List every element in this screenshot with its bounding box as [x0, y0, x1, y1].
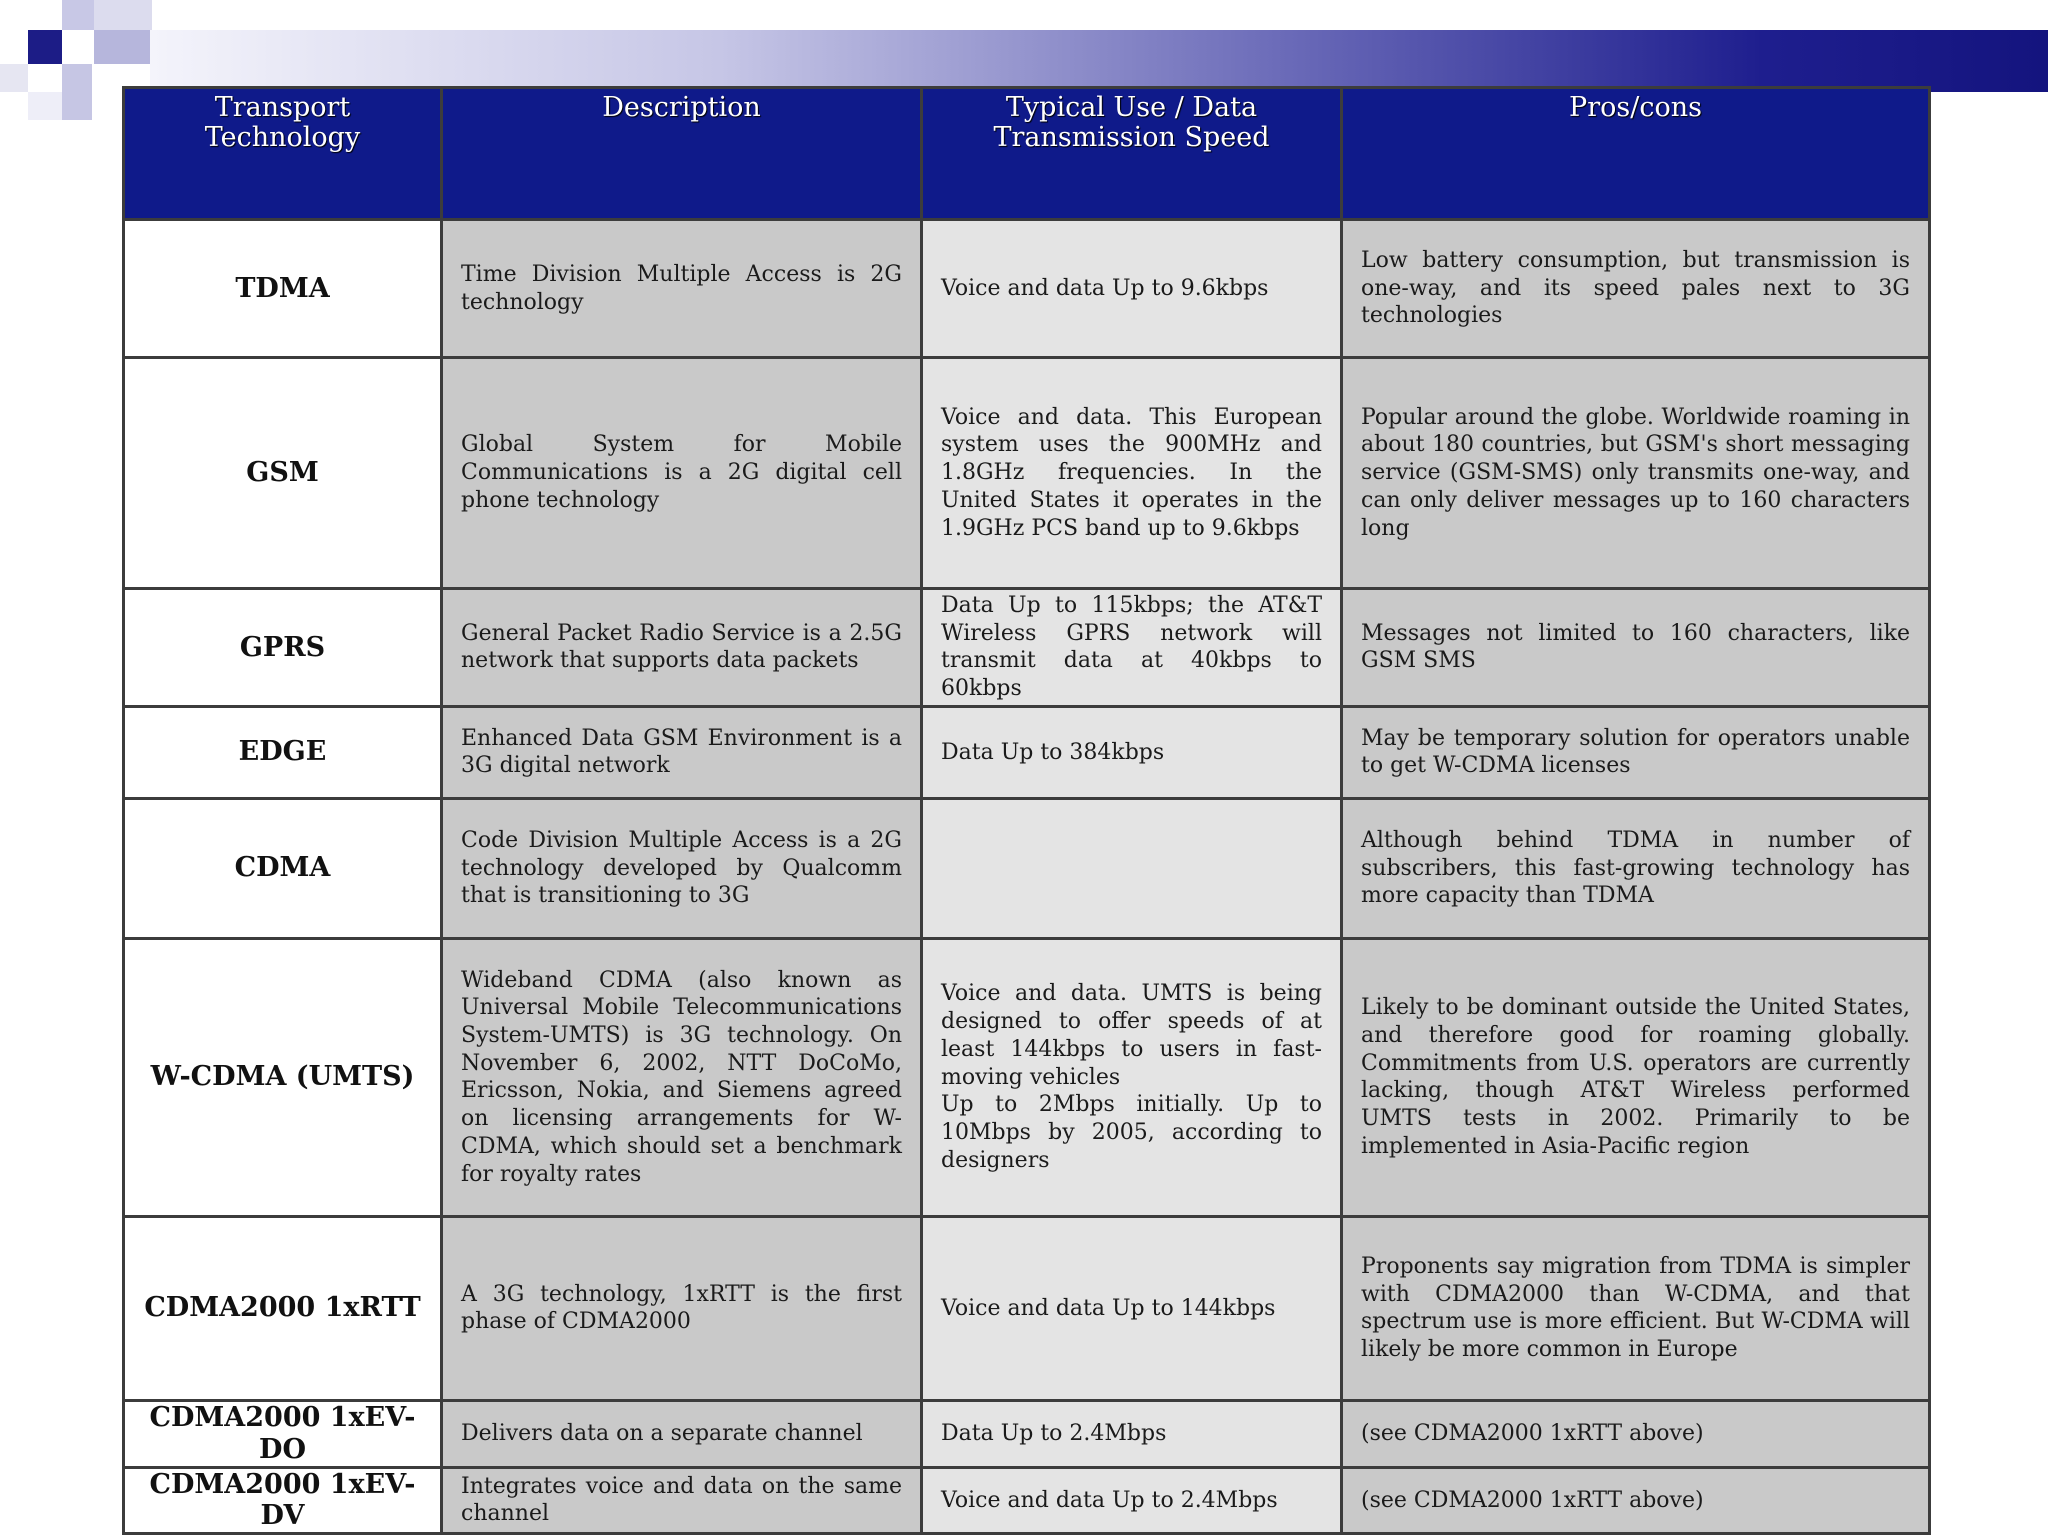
- header-gradient-bar: [150, 30, 2048, 92]
- tech-typical-use: Data Up to 384kbps: [922, 706, 1342, 798]
- tech-pros-cons: Messages not limited to 160 characters, like GSM SMS: [1342, 589, 1930, 707]
- tech-pros-cons: May be temporary solution for operators unable to get W-CDMA licenses: [1342, 706, 1930, 798]
- tech-pros-cons: Popular around the globe. Worldwide roaming in about 180 countries, but GSM's short messaging service (GSM-SMS) only transmits one-way, and can only deliver messages up to 160 characters long: [1342, 358, 1930, 589]
- decor-square: [94, 30, 150, 64]
- tech-typical-use: Voice and data. UMTS is being designed to offer speeds of at least 144kbps to users in fast-moving vehicles Up to 2Mbps initially. Up to 10Mbps by 2005, according to designers: [922, 938, 1342, 1216]
- header-typical-use: Typical Use / Data Transmission Speed: [922, 88, 1342, 220]
- decor-square: [62, 0, 94, 30]
- table-header-row: [124, 88, 1930, 220]
- tech-description: General Packet Radio Service is a 2.5G network that supports data packets: [442, 589, 922, 707]
- tech-typical-use: Voice and data Up to 9.6kbps: [922, 220, 1342, 358]
- tech-description: Delivers data on a separate channel: [442, 1400, 922, 1467]
- table-row-tdma: [124, 220, 1930, 358]
- table-row-gsm: [124, 358, 1930, 589]
- header-transport-technology: Transport Technology: [124, 88, 442, 220]
- tech-name: CDMA: [124, 798, 442, 938]
- header-pros-cons: Pros/cons: [1342, 88, 1930, 220]
- tech-typical-use: Data Up to 2.4Mbps: [922, 1400, 1342, 1467]
- tech-typical-use: Voice and data Up to 2.4Mbps: [922, 1467, 1342, 1534]
- tech-pros-cons: Low battery consumption, but transmission is one-way, and its speed pales next to 3G technologies: [1342, 220, 1930, 358]
- tech-name: GSM: [124, 358, 442, 589]
- tech-pros-cons: (see CDMA2000 1xRTT above): [1342, 1467, 1930, 1534]
- tech-typical-use: Voice and data Up to 144kbps: [922, 1216, 1342, 1400]
- table-row-gprs: [124, 589, 1930, 707]
- tech-description: Code Division Multiple Access is a 2G technology developed by Qualcomm that is transitioning to 3G: [442, 798, 922, 938]
- table-row-edge: [124, 706, 1930, 798]
- transport-technology-table: [122, 86, 1931, 1535]
- header-description: Description: [442, 88, 922, 220]
- tech-name: CDMA2000 1xEV-DO: [124, 1400, 442, 1467]
- table-row-cdma: [124, 798, 1930, 938]
- tech-name: CDMA2000 1xEV-DV: [124, 1467, 442, 1534]
- table-row-cdma2000-1xev-do: [124, 1400, 1930, 1467]
- tech-description: Global System for Mobile Communications is a 2G digital cell phone technology: [442, 358, 922, 589]
- tech-pros-cons: (see CDMA2000 1xRTT above): [1342, 1400, 1930, 1467]
- decor-square: [94, 0, 152, 30]
- tech-name: TDMA: [124, 220, 442, 358]
- tech-pros-cons: Although behind TDMA in number of subscribers, this fast-growing technology has more capacity than TDMA: [1342, 798, 1930, 938]
- tech-name: CDMA2000 1xRTT: [124, 1216, 442, 1400]
- tech-pros-cons: Likely to be dominant outside the United States, and therefore good for roaming globally. Commitments from U.S. operators are currently lacking, though AT&T Wireless performed UMTS tests in 2002. Primarily to be implemented in Asia-Pacific region: [1342, 938, 1930, 1216]
- table-row-cdma2000-1xev-dv: [124, 1467, 1930, 1534]
- decor-square: [0, 64, 28, 92]
- decor-square: [28, 30, 62, 64]
- tech-description: Enhanced Data GSM Environment is a 3G digital network: [442, 706, 922, 798]
- decor-square: [62, 64, 92, 120]
- tech-description: Time Division Multiple Access is 2G technology: [442, 220, 922, 358]
- decor-square: [28, 92, 62, 120]
- table-row-w-cdma: [124, 938, 1930, 1216]
- tech-description: Integrates voice and data on the same channel: [442, 1467, 922, 1534]
- tech-typical-use: Data Up to 115kbps; the AT&T Wireless GPRS network will transmit data at 40kbps to 60kbps: [922, 589, 1342, 707]
- tech-typical-use: [922, 798, 1342, 938]
- tech-name: EDGE: [124, 706, 442, 798]
- tech-typical-use: Voice and data. This European system uses the 900MHz and 1.8GHz frequencies. In the United States it operates in the 1.9GHz PCS band up to 9.6kbps: [922, 358, 1342, 589]
- tech-description: A 3G technology, 1xRTT is the first phase of CDMA2000: [442, 1216, 922, 1400]
- tech-description: Wideband CDMA (also known as Universal Mobile Telecommunications System-UMTS) is 3G technology. On November 6, 2002, NTT DoCoMo, Ericsson, Nokia, and Siemens agreed on licensing arrangements for W-CDMA, which should set a benchmark for royalty rates: [442, 938, 922, 1216]
- tech-name: GPRS: [124, 589, 442, 707]
- tech-name: W-CDMA (UMTS): [124, 938, 442, 1216]
- tech-pros-cons: Proponents say migration from TDMA is simpler with CDMA2000 than W-CDMA, and that spectrum use is more efficient. But W-CDMA will likely be more common in Europe: [1342, 1216, 1930, 1400]
- table-row-cdma2000-1xrtt: [124, 1216, 1930, 1400]
